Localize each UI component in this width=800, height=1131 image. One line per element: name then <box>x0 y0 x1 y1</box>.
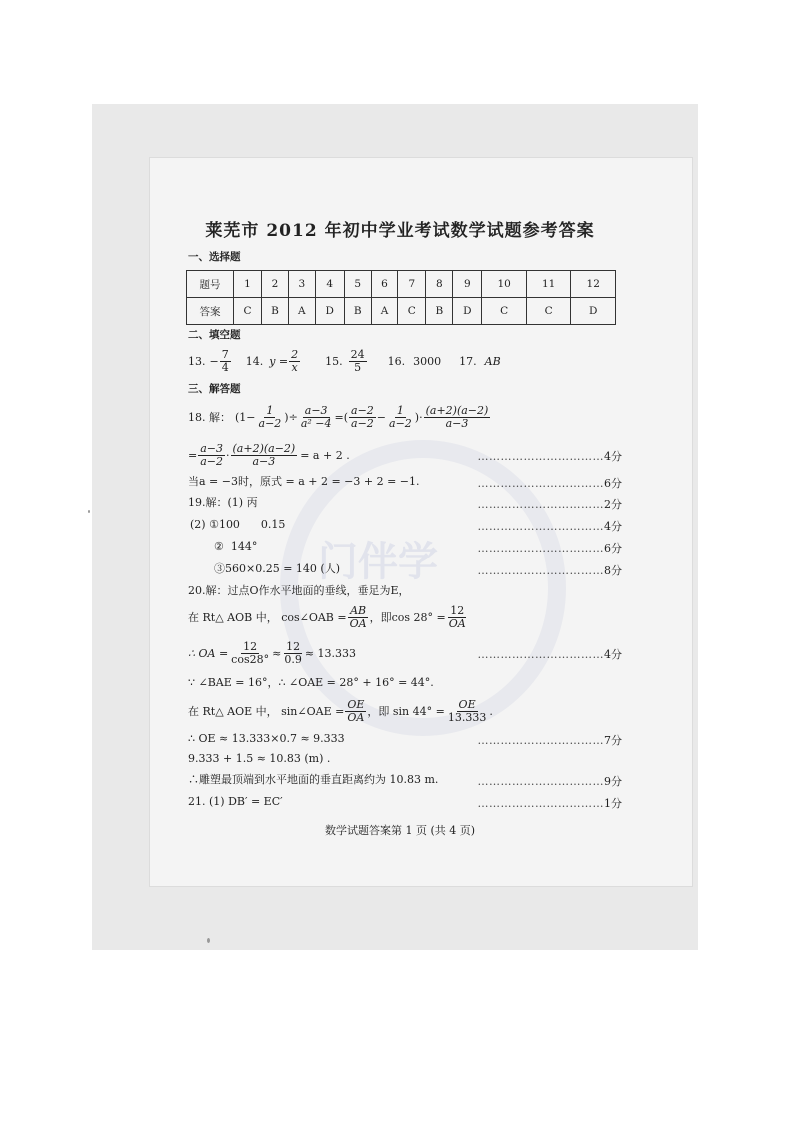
numerator: 12 <box>450 603 465 617</box>
page-footer: 数学试题答案第 1 页 (共 4 页) <box>324 824 476 837</box>
table-cell: B <box>344 298 371 325</box>
math-text: (1− <box>235 410 256 424</box>
numerator: 2 <box>291 347 299 361</box>
math-text: ，即 sin 44° = <box>367 705 445 718</box>
table-cell: A <box>288 298 315 325</box>
q20-line-3 <box>188 638 356 668</box>
fraction <box>349 405 376 430</box>
question-number: 17. <box>459 354 477 368</box>
q21-line-1: 21. (1) DB′ = EC′ <box>188 795 283 808</box>
denominator: x <box>291 360 298 374</box>
math-text: . <box>489 704 493 718</box>
score-mark <box>478 795 623 811</box>
table-cell: 12 <box>571 271 616 298</box>
fill-in-answers <box>188 347 501 375</box>
table-cell: D <box>315 298 344 325</box>
table-cell: 7 <box>398 271 426 298</box>
score-value: 2分 <box>604 498 622 511</box>
q18-line-3: 当a = −3时，原式 = a + 2 = −3 + 2 = −1. <box>188 475 420 488</box>
denominator: OA <box>448 616 466 630</box>
table-cell: A <box>371 298 398 325</box>
numerator: 1 <box>396 403 404 417</box>
math-text: = <box>188 448 198 462</box>
section-heading: 三、解答题 <box>188 383 241 395</box>
numerator: 1 <box>266 403 274 417</box>
math-text: ∴ OA = <box>188 646 229 660</box>
numerator: 24 <box>350 347 365 361</box>
fraction <box>231 443 298 468</box>
scan-speck <box>207 938 210 943</box>
section-heading: 二、填空题 <box>188 329 241 341</box>
q19-line-2: (2) ①100 0.15 <box>190 518 286 531</box>
table-cell: C <box>398 298 426 325</box>
fraction <box>282 641 304 666</box>
q20-line-2 <box>188 602 469 632</box>
leader-dots: …………………………… <box>477 775 604 788</box>
numerator: OE <box>458 697 476 711</box>
q19-line-1: 19.解：(1) 丙 <box>188 496 258 509</box>
fraction <box>220 349 231 374</box>
fraction <box>387 405 414 430</box>
math-text: ≈ <box>272 646 282 660</box>
table-row <box>187 298 616 325</box>
denominator: OA <box>349 616 367 630</box>
q19-line-4: ③560×0.25 = 140 (人) <box>214 562 340 575</box>
math-text: = a + 2 . <box>300 448 350 462</box>
leader-dots: …………………………… <box>477 564 604 577</box>
table-cell: 11 <box>526 271 570 298</box>
denominator: a−3 <box>252 454 276 468</box>
numerator: AB <box>350 603 367 617</box>
q20-line-6: ∴ OE ≈ 13.333×0.7 ≈ 9.333 <box>188 732 345 745</box>
fraction <box>424 405 491 430</box>
table-cell: B <box>262 298 289 325</box>
numerator: a−3 <box>304 403 328 417</box>
denominator: a−2 <box>351 416 374 430</box>
answer-text: AB <box>484 354 501 368</box>
denominator: a−2 <box>258 416 282 430</box>
fraction <box>349 349 367 374</box>
fraction <box>348 605 369 630</box>
fraction <box>257 405 284 430</box>
denominator: 4 <box>221 360 229 374</box>
leader-dots: …………………………… <box>477 734 604 747</box>
fraction <box>289 349 300 374</box>
score-value: 7分 <box>604 734 622 747</box>
leader-dots: …………………………… <box>477 520 604 533</box>
math-text: − <box>376 410 387 424</box>
math-text: ，即cos 28° = <box>369 611 446 624</box>
q20-line-7: 9.333 + 1.5 ≈ 10.83 (m) . <box>188 752 331 765</box>
q20-line-8: ∴雕塑最顶端到水平地面的垂直距离约为 10.83 m. <box>188 773 439 786</box>
score-mark <box>478 646 623 662</box>
denominator: a−2 <box>389 416 412 430</box>
math-text: · <box>226 448 230 462</box>
score-mark <box>478 562 623 578</box>
numerator: 12 <box>243 639 258 653</box>
scan-speck <box>88 510 90 513</box>
score-value: 1分 <box>604 797 622 810</box>
table-header-cell: 题号 <box>187 271 234 298</box>
answer-text: 3000 <box>413 354 442 368</box>
denominator: 5 <box>354 360 362 374</box>
leader-dots: …………………………… <box>477 542 604 555</box>
numerator: a−3 <box>200 441 223 455</box>
denominator: cos28° <box>231 652 270 666</box>
score-value: 4分 <box>604 648 622 661</box>
numerator: (a+2)(a−2) <box>232 441 296 455</box>
leader-dots: …………………………… <box>477 450 604 463</box>
answer-table <box>186 270 616 325</box>
table-cell: 10 <box>482 271 526 298</box>
leader-dots: …………………………… <box>477 648 604 661</box>
question-number: 15. <box>325 354 343 368</box>
leader-dots: …………………………… <box>477 498 604 511</box>
score-value: 4分 <box>604 450 622 463</box>
question-number: 16. <box>387 354 406 368</box>
math-text: )· <box>414 410 423 424</box>
numerator: 7 <box>221 347 229 361</box>
table-cell: 1 <box>234 271 262 298</box>
numerator: a−2 <box>351 403 374 417</box>
denominator: a² −4 <box>300 416 332 430</box>
table-cell: B <box>426 298 453 325</box>
fraction <box>198 443 225 468</box>
q18-line-2 <box>188 440 350 470</box>
denominator: 13.333 <box>447 710 487 724</box>
numerator: (a+2)(a−2) <box>425 403 489 417</box>
table-cell: 9 <box>453 271 482 298</box>
score-mark <box>478 540 623 556</box>
math-text: 在 Rt△ AOE 中， sin∠OAE = <box>188 705 345 718</box>
math-text: ≈ 13.333 <box>304 646 357 660</box>
math-text: =( <box>334 410 349 424</box>
table-row <box>187 271 616 298</box>
watermark-logo: 门伴学 <box>318 539 438 585</box>
score-value: 9分 <box>604 775 622 788</box>
q19-line-3: ② 144° <box>214 540 258 553</box>
denominator: 0.9 <box>284 652 302 666</box>
table-cell: 6 <box>371 271 398 298</box>
question-number: 14. <box>245 354 264 368</box>
table-cell: D <box>571 298 616 325</box>
fraction <box>229 641 271 666</box>
score-mark <box>478 773 623 789</box>
denominator: a−3 <box>445 416 469 430</box>
fraction <box>446 699 489 724</box>
score-mark <box>478 448 623 464</box>
score-mark <box>478 475 623 491</box>
q20-line-4: ∵ ∠BAE = 16°，∴ ∠OAE = 28° + 16° = 44°. <box>188 676 434 689</box>
fraction <box>447 605 468 630</box>
table-cell: C <box>234 298 262 325</box>
leader-dots: …………………………… <box>477 797 604 810</box>
numerator: 12 <box>286 639 301 653</box>
score-mark <box>478 496 623 512</box>
question-label: 18. 解： <box>188 411 231 424</box>
score-value: 6分 <box>604 477 622 490</box>
table-header-cell: 答案 <box>187 298 234 325</box>
section-heading: 一、选择题 <box>188 251 241 263</box>
table-cell: D <box>453 298 482 325</box>
table-cell: 5 <box>344 271 371 298</box>
denominator: a−2 <box>200 454 223 468</box>
math-text: )÷ <box>284 410 298 424</box>
table-cell: 4 <box>315 271 344 298</box>
leader-dots: …………………………… <box>477 477 604 490</box>
table-cell: C <box>482 298 526 325</box>
q20-line-5 <box>188 696 493 726</box>
fraction <box>299 405 334 430</box>
q18-line-1 <box>188 402 491 432</box>
math-text: 在 Rt△ AOB 中， cos∠OAB = <box>188 611 347 624</box>
score-value: 4分 <box>604 520 622 533</box>
answer-text: y = <box>269 354 289 368</box>
table-cell: 3 <box>288 271 315 298</box>
score-value: 8分 <box>604 564 622 577</box>
q20-line-1: 20.解：过点O作水平地面的垂线，垂足为E， <box>188 584 410 597</box>
page-title: 莱芜市 2012 年初中学业考试数学试题参考答案 <box>205 221 595 241</box>
score-mark <box>478 518 623 534</box>
table-cell: C <box>526 298 570 325</box>
question-number: 13. <box>188 354 206 368</box>
denominator: OA <box>347 710 365 724</box>
table-cell: 2 <box>262 271 289 298</box>
score-mark <box>478 732 623 748</box>
minus-sign: − <box>209 354 219 368</box>
fraction <box>345 699 366 724</box>
numerator: OE <box>347 697 365 711</box>
table-cell: 8 <box>426 271 453 298</box>
score-value: 6分 <box>604 542 622 555</box>
